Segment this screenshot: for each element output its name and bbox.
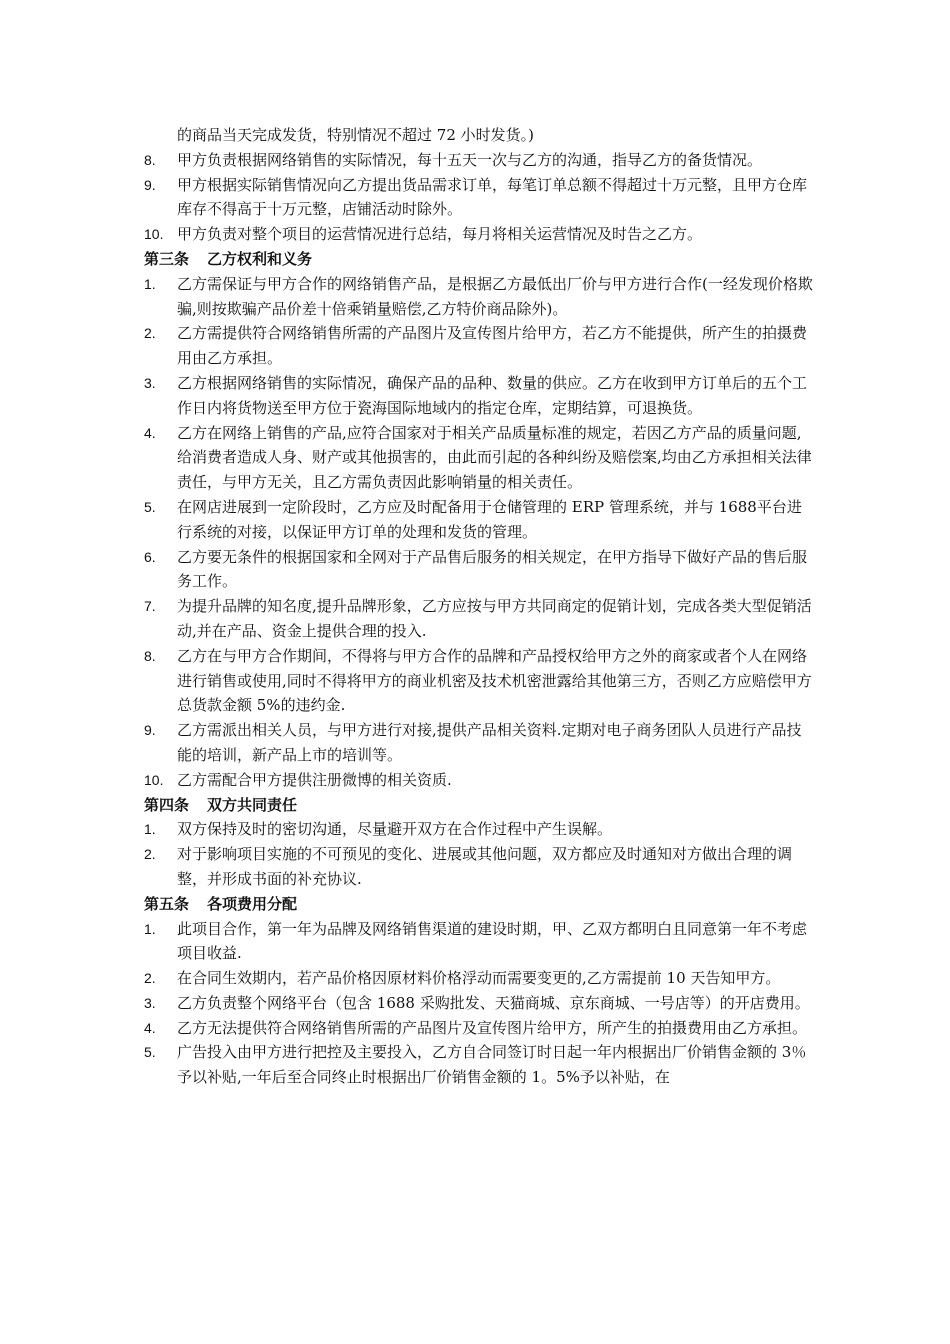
list-item-text: 广告投入由甲方进行把控及主要投入，乙方自合同签订时日起一年内根据出厂价销售金额的 3％予以补贴,一年后至合同终止时根据出厂价销售金额的 1。5%予以补贴，在: [177, 1043, 807, 1087]
list-item-text: 对于影响项目实施的不可预见的变化、进展或其他问题，双方都应及时通知对方做出合理的调整，并形成书面的补充协议.: [177, 845, 793, 888]
list-item-text: 甲方负责对整个项目的运营情况进行总结，每月将相关运营情况及时告之乙方。: [177, 225, 703, 244]
list-item: [144, 644, 814, 718]
list-item: [144, 321, 814, 371]
list-item-number: 3.: [144, 374, 156, 391]
section-heading-number: 第五条: [144, 894, 190, 913]
section-heading: [144, 892, 814, 917]
list-item: [144, 222, 814, 247]
list-item-text: 乙方需保证与甲方合作的网络销售产品，是根据乙方最低出厂价与甲方进行合作(一经发现价格欺骗,则按欺骗产品价差十倍乘销量赔偿,乙方特价商品除外)。: [177, 274, 813, 318]
list-item-number: 2.: [144, 325, 156, 342]
list-item-number: 8.: [144, 151, 156, 168]
list-item-text: 乙方在与甲方合作期间，不得将与甲方合作的品牌和产品授权给甲方之外的商家或者个人在网络进行销售或使用,同时不得将甲方的商业机密及技术机密泄露给其他第三方，否则乙方应赔偿甲方总货款金额 5%的违约金.: [177, 646, 812, 715]
list-item: [144, 991, 814, 1016]
list-item-number: 5.: [144, 498, 156, 515]
list-item-number: 10.: [144, 226, 164, 243]
list-item-number: 9.: [144, 176, 156, 193]
document-sections: [144, 148, 814, 1090]
section-heading: [144, 793, 814, 818]
section-heading-title: 乙方权利和义务: [207, 249, 313, 268]
list-item-text: 乙方负责整个网络平台（包含 1688 采购批发、天猫商城、京东商城、一号店等）的开店费用。: [177, 993, 810, 1012]
list-item-number: 7.: [144, 598, 156, 615]
list-item-number: 1.: [144, 275, 156, 292]
list-item-number: 4.: [144, 424, 156, 441]
list-item: [144, 148, 814, 173]
list-item: [144, 545, 814, 595]
list-item-text: 双方保持及时的密切沟通，尽量避开双方在合作过程中产生误解。: [177, 820, 613, 839]
list-item: [144, 768, 814, 793]
list-item-text: 乙方需提供符合网络销售所需的产品图片及宣传图片给甲方，若乙方不能提供，所产生的拍摄费用由乙方承担。: [177, 324, 808, 368]
list-item: [144, 173, 814, 223]
list-item-text: 在网店进展到一定阶段时，乙方应及时配备用于仓储管理的 ERP 管理系统，并与 1688平台进行系统的对接，以保证甲方订单的处理和发货的管理。: [177, 497, 802, 541]
list-item: [144, 1040, 814, 1090]
list-item: [144, 495, 814, 545]
list-item-number: 3.: [144, 994, 156, 1011]
continued-paragraph: 的商品当天完成发货，特别情况不超过 72 小时发货。): [177, 126, 534, 144]
list-item-number: 1.: [144, 821, 156, 838]
section-heading-title: 各项费用分配: [207, 894, 298, 913]
list-item-number: 2.: [144, 970, 156, 987]
list-item-number: 1.: [144, 920, 156, 937]
list-item-text: 此项目合作，第一年为品牌及网络销售渠道的建设时期，甲、乙双方都明白且同意第一年不考虑项目收益.: [177, 919, 808, 963]
list-item: [144, 718, 814, 768]
list-item: [144, 594, 814, 644]
list-item-number: 10.: [144, 771, 164, 788]
list-item-number: 5.: [144, 1044, 156, 1061]
section-heading-title: 双方共同责任: [207, 795, 298, 814]
list-item-text: 乙方需配合甲方提供注册微博的相关资质.: [177, 770, 452, 789]
list-item-text: 甲方根据实际销售情况向乙方提出货品需求订单，每笔订单总额不得超过十万元整，且甲方仓库库存不得高于十万元整，店铺活动时除外。: [177, 175, 808, 219]
list-item: [144, 842, 814, 892]
list-item-number: 6.: [144, 548, 156, 565]
list-item-text: 乙方无法提供符合网络销售所需的产品图片及宣传图片给甲方，所产生的拍摄费用由乙方承担。: [177, 1018, 808, 1037]
list-item: [144, 371, 814, 421]
section-heading: [144, 247, 814, 272]
section-heading-number: 第四条: [144, 795, 190, 814]
list-item-number: 9.: [144, 722, 156, 739]
list-item-text: 乙方要无条件的根据国家和全网对于产品售后服务的相关规定，在甲方指导下做好产品的售后服务工作。: [177, 547, 808, 591]
list-item-number: 8.: [144, 647, 156, 664]
list-item-text: 甲方负责根据网络销售的实际情况，每十五天一次与乙方的沟通，指导乙方的备货情况。: [177, 150, 763, 169]
list-item: [144, 966, 814, 991]
list-item-number: 4.: [144, 1019, 156, 1036]
list-item-text: 在合同生效期内，若产品价格因原材料价格浮动而需要变更的,乙方需提前 10 天告知甲方。: [177, 969, 781, 988]
section-heading-number: 第三条: [144, 249, 190, 268]
list-item-text: 乙方根据网络销售的实际情况，确保产品的品种、数量的供应。乙方在收到甲方订单后的五个工作日内将货物送至甲方位于瓷海国际地域内的指定仓库，定期结算，可退换货。: [177, 373, 808, 417]
list-item: [144, 1016, 814, 1041]
list-item-number: 2.: [144, 846, 156, 863]
list-item-text: 乙方需派出相关人员，与甲方进行对接,提供产品相关资料.定期对电子商务团队人员进行产品技能的培训，新产品上市的培训等。: [177, 721, 802, 764]
list-item: [144, 272, 814, 322]
list-item: [144, 917, 814, 967]
list-item: [144, 817, 814, 842]
list-item-text: 为提升品牌的知名度,提升品牌形象，乙方应按与甲方共同商定的促销计划，完成各类大型促销活动,并在产品、资金上提供合理的投入.: [177, 597, 812, 640]
document-body: [144, 123, 814, 1090]
list-item: [144, 421, 814, 495]
list-item-text: 乙方在网络上销售的产品,应符合国家对于相关产品质量标准的规定，若因乙方产品的质量问题,给消费者造成人身、财产或其他损害的，由此而引起的各种纠纷及赔偿案,均由乙方承担相关法律责任，与甲方无关，且乙方需负责因此影响销量的相关责任。: [177, 423, 812, 492]
